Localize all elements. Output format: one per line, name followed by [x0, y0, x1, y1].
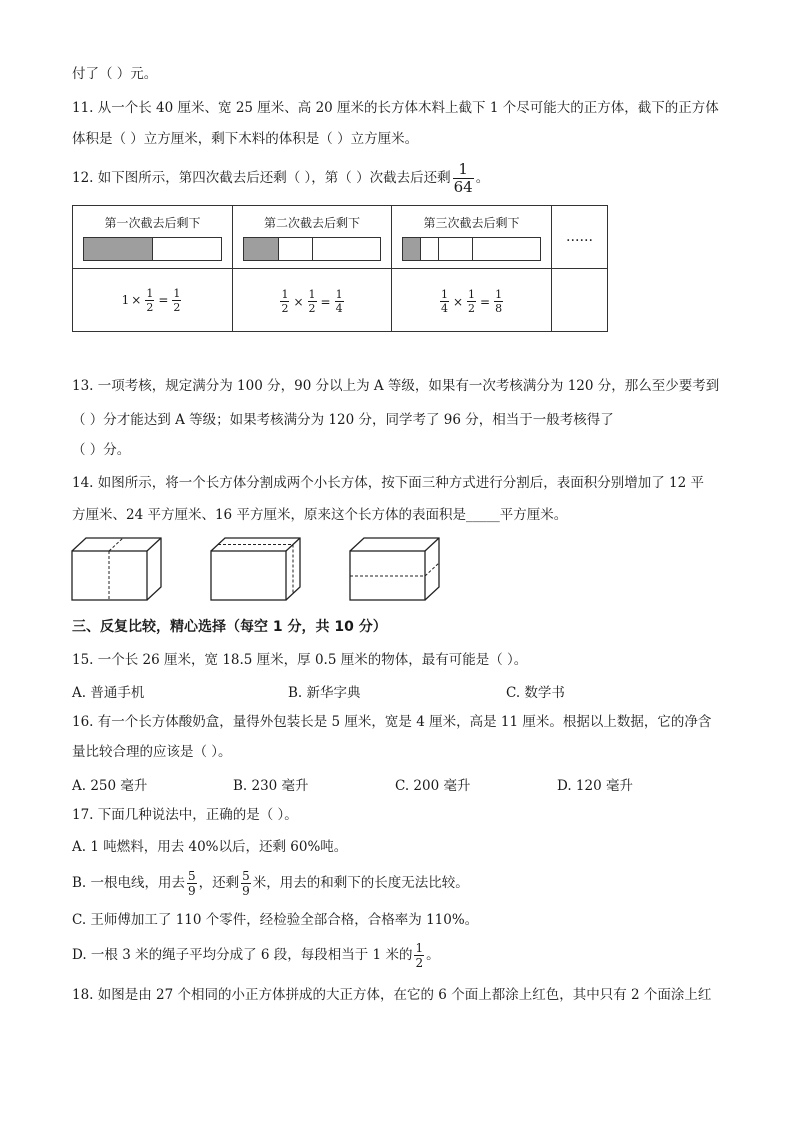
q17b-frac2-den: 9 [242, 884, 250, 898]
bar-3-cut-c [473, 238, 540, 260]
q16-option-c[interactable]: C. 200 毫升 [395, 778, 471, 794]
q14-line2: 方厘米、24 平方厘米、16 平方厘米，原来这个长方体的表面积是_____平方厘米。 [72, 507, 568, 523]
equation-2 [278, 289, 345, 314]
q12-text: 12. 如下图所示，第四次截去后还剩（ ），第（ ）次截去后还剩 [72, 170, 451, 186]
eq2-d2: 4 [335, 302, 343, 315]
q17d-part1: D. 一根 3 米的绳子平均分成了 6 段，每段相当于 1 米的 [72, 947, 413, 963]
q15-stem: 15. 一个长 26 厘米，宽 18.5 厘米，厚 0.5 厘米的物体，最有可能是（ ）。 [72, 652, 528, 668]
eq1-op: × [131, 293, 142, 307]
q17b-part2: ，还剩 [198, 875, 240, 891]
eq1-n2: 1 [173, 286, 181, 300]
q15-option-b[interactable]: B. 新华字典 [288, 685, 361, 701]
bar-2 [243, 237, 381, 261]
q12-fraction [453, 162, 474, 195]
q12-line [72, 161, 489, 195]
q16-option-a[interactable]: A. 250 毫升 [72, 778, 148, 794]
q16-line1: 16. 有一个长方体酸奶盒，量得外包装长是 5 厘米，宽是 4 厘米，高是 11 厘米。根据以上数据，它的净含 [72, 714, 712, 730]
eq2-d1: 2 [308, 302, 316, 315]
cuboid-depth-cut [209, 536, 303, 602]
eq2-eq: = [320, 294, 331, 309]
bar-3-cut-a [421, 238, 439, 260]
eq3-d0: 4 [440, 302, 448, 315]
eq2-op: × [293, 294, 304, 309]
cut-title-2: 第二次截去后剩下 [263, 215, 360, 230]
bar-3-cut-b [439, 238, 474, 260]
q16-line2: 量比较合理的应该是（ ）。 [72, 744, 232, 760]
q11-line1: 11. 从一个长 40 厘米、宽 25 厘米、高 20 厘米的长方体木料上截下 1 个尽可能大的正方体，截下的正方体 [72, 100, 719, 116]
q17-option-d[interactable] [72, 938, 440, 972]
eq-cell-1 [73, 269, 233, 332]
q16-option-d[interactable]: D. 120 毫升 [557, 778, 633, 794]
eq2-d0: 2 [281, 302, 289, 315]
q17d-frac-num: 1 [415, 941, 424, 955]
q17-option-b[interactable] [72, 864, 469, 902]
eq3-d1: 2 [468, 302, 475, 315]
q17b-part3: 米，用去的和剩下的长度无法比较。 [252, 875, 469, 891]
q17b-frac1-den: 9 [188, 884, 196, 898]
eq3-n2: 1 [495, 288, 503, 301]
eq1-d1: 2 [146, 300, 154, 314]
q17b-frac2 [241, 870, 251, 897]
q17b-frac1 [187, 870, 197, 897]
q15-option-a[interactable]: A. 普通手机 [72, 685, 145, 701]
q13-line3: （ ）分。 [72, 442, 131, 458]
bar-2-remaining [244, 238, 279, 260]
q12-end: 。 [475, 170, 490, 186]
eq1-d2: 2 [173, 300, 181, 314]
eq2-n2: 1 [335, 288, 343, 301]
bar-1 [83, 237, 222, 261]
cuboid-horizontal-cut [348, 536, 442, 602]
bar-1-cut [153, 238, 221, 260]
cut-cell-2 [233, 206, 392, 269]
q17b-frac1-num: 5 [188, 869, 196, 883]
q12-fraction-den: 64 [453, 178, 473, 196]
eq-cell-3 [392, 269, 552, 332]
q17-option-a[interactable]: A. 1 吨燃料，用去 40%以后，还剩 60%吨。 [72, 839, 348, 855]
eq3-n1: 1 [468, 288, 475, 301]
eq3-eq: = [480, 294, 491, 309]
eq3-d2: 8 [495, 302, 503, 315]
ellipsis-text: …… [566, 229, 593, 245]
q17-stem: 17. 下面几种说法中，正确的是（ ）。 [72, 807, 298, 823]
q16-option-b[interactable]: B. 230 毫升 [233, 778, 309, 794]
eq3-op: × [452, 294, 463, 309]
eq2-n1: 1 [308, 288, 316, 301]
q17-option-c[interactable]: C. 王师傅加工了 110 个零件，经检验全部合格，合格率为 110%。 [72, 912, 479, 928]
q17b-part1: B. 一根电线，用去 [72, 875, 186, 891]
q13-line2: （ ）分才能达到 A 等级；如果考核满分为 120 分，同学考了 96 分，相当于一般考核得了 [72, 412, 614, 428]
eq-cell-empty [552, 269, 608, 332]
bar-2-cut-a [279, 238, 314, 260]
q17d-frac-den: 2 [415, 956, 424, 970]
cut-table [72, 205, 608, 332]
eq3-frac2 [494, 289, 503, 314]
q17d-frac [414, 942, 424, 969]
eq1-frac1 [145, 288, 154, 313]
eq-cell-2 [233, 269, 392, 332]
eq3-frac1 [467, 289, 476, 314]
q17d-part2: 。 [426, 947, 440, 963]
eq1-a: 1 [121, 293, 130, 307]
cut-title-3: 第三次截去后剩下 [423, 215, 520, 230]
cut-cell-3 [392, 206, 552, 269]
eq3-frac0 [440, 289, 449, 314]
q11-line2: 体积是（ ）立方厘米，剩下木料的体积是（ ）立方厘米。 [72, 131, 419, 147]
equation-3 [438, 289, 505, 314]
cuboid-vertical-cut [70, 536, 164, 602]
q13-line1: 13. 一项考核，规定满分为 100 分，90 分以上为 A 等级，如果有一次考核满分为 120 分，那么至少要考到 [72, 378, 720, 394]
cut-cell-1 [73, 206, 233, 269]
cut-cell-ellipsis [552, 206, 608, 269]
eq2-frac2 [335, 289, 344, 314]
eq2-n0: 1 [281, 288, 289, 301]
bar-3-remaining [403, 238, 421, 260]
eq1-n1: 1 [146, 286, 154, 300]
equation-1 [122, 288, 184, 313]
eq1-eq: = [158, 293, 169, 307]
eq3-n0: 1 [440, 288, 448, 301]
q12-fraction-num: 1 [453, 162, 474, 179]
section-3-heading: 三、反复比较，精心选择（每空 1 分，共 10 分） [72, 619, 387, 635]
q17b-frac2-num: 5 [242, 869, 250, 883]
eq1-frac2 [172, 288, 181, 313]
bar-2-cut-b [313, 238, 380, 260]
eq2-frac1 [308, 289, 317, 314]
bar-1-remaining [84, 238, 153, 260]
eq2-frac0 [280, 289, 289, 314]
q18-line1: 18. 如图是由 27 个相同的小正方体拼成的大正方体，在它的 6 个面上都涂上红色，其中只有 2 个面涂上红 [72, 987, 712, 1003]
q15-option-c[interactable]: C. 数学书 [506, 685, 565, 701]
cut-title-1: 第一次截去后剩下 [104, 215, 201, 230]
q14-line1: 14. 如图所示，将一个长方体分割成两个小长方体，按下面三种方式进行分割后，表面积分别增加了 12 平 [72, 475, 705, 491]
q10-tail: 付了（ ）元。 [72, 66, 158, 82]
bar-3 [402, 237, 541, 261]
